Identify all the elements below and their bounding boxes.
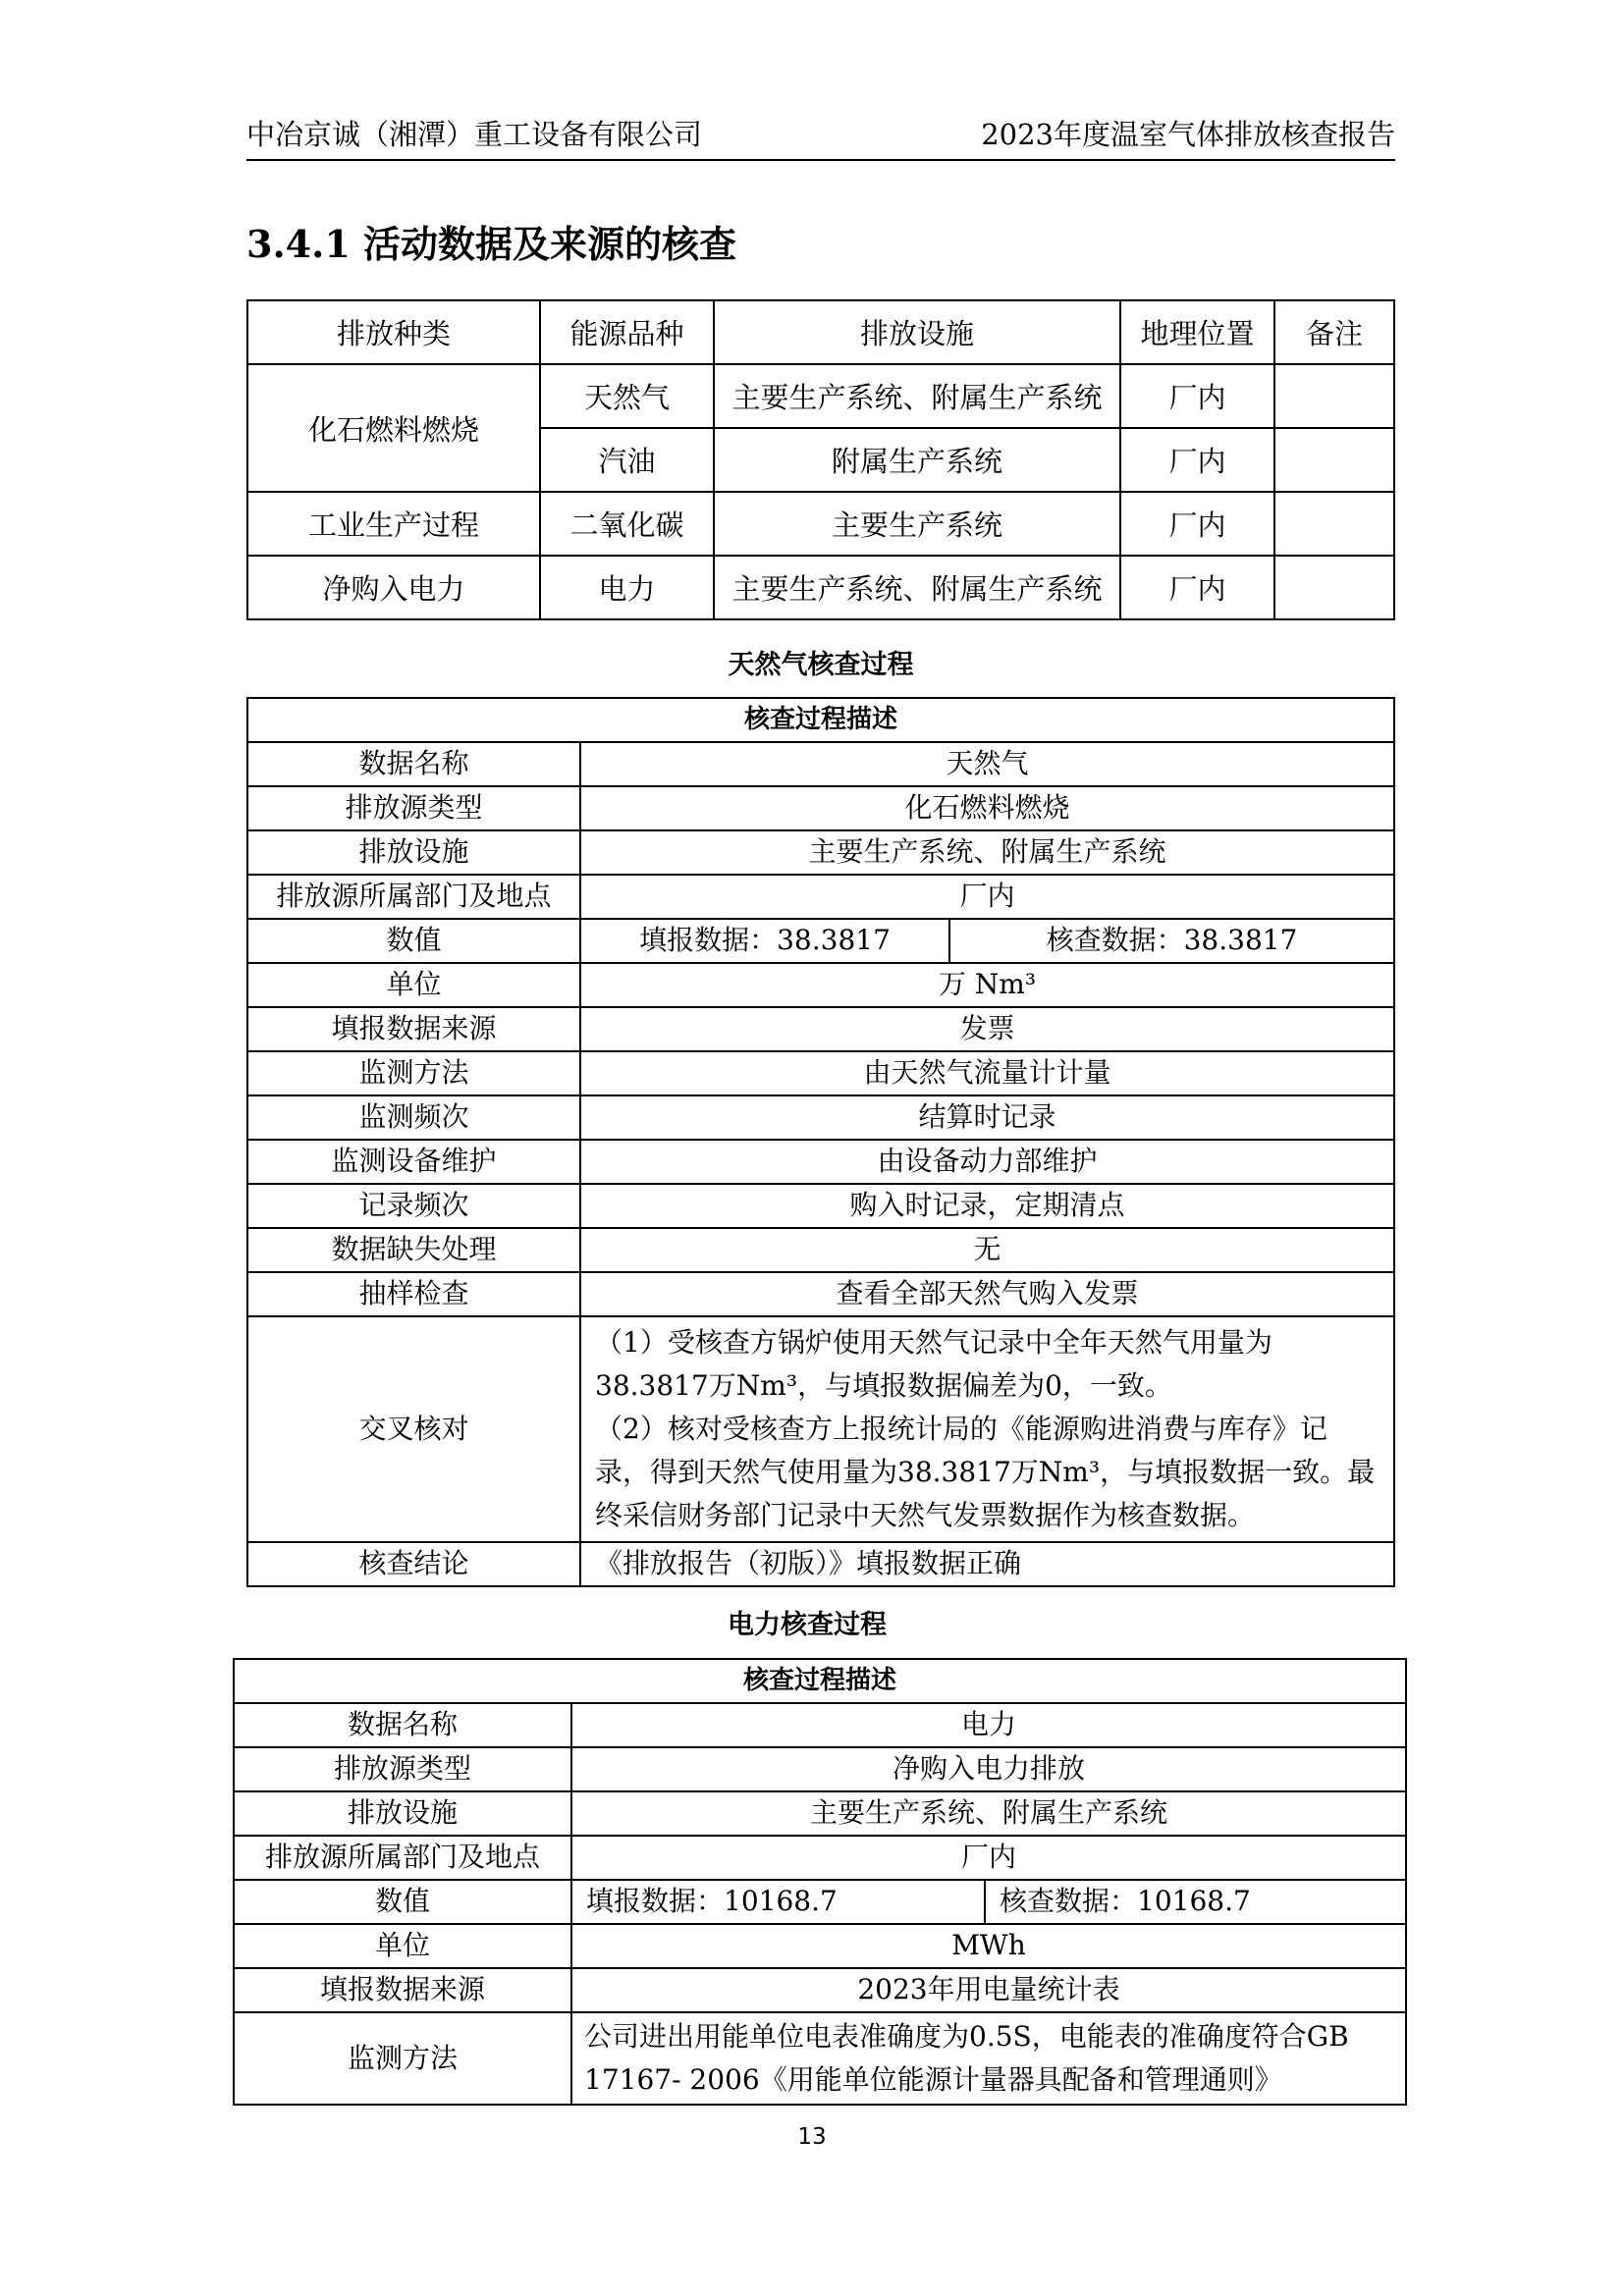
table-heading: 核查过程描述	[234, 1659, 1406, 1703]
note-cell	[1274, 364, 1394, 428]
table-row	[247, 364, 1394, 428]
row-label: 单位	[247, 963, 580, 1007]
gas-table-caption: 天然气核查过程	[728, 650, 914, 680]
row-label: 排放源所属部门及地点	[234, 1836, 571, 1880]
table-header-row	[247, 300, 1394, 364]
row-value: 由设备动力部维护	[580, 1140, 1394, 1184]
header-cell: 排放设施	[714, 300, 1120, 364]
power-table-caption: 电力核查过程	[728, 1610, 887, 1640]
activity-source-table	[246, 299, 1395, 620]
row-value: 发票	[580, 1007, 1394, 1051]
table-row	[247, 492, 1394, 556]
header-cell: 备注	[1274, 300, 1394, 364]
page-header	[246, 114, 1395, 161]
cross-check-item: （1）受核查方锅炉使用天然气记录中全年天然气用量为38.3817万Nm³，与填报数据偏差为0，一致。	[595, 1326, 1272, 1402]
category-cell: 净购入电力	[247, 556, 540, 619]
note-cell	[1274, 428, 1394, 492]
row-value: 无	[580, 1228, 1394, 1272]
row-label: 抽样检查	[247, 1272, 580, 1316]
row-label: 填报数据来源	[247, 1007, 580, 1051]
row-value: MWh	[571, 1924, 1406, 1968]
header-cell: 排放种类	[247, 300, 540, 364]
location-cell: 厂内	[1120, 492, 1274, 556]
header-cell: 地理位置	[1120, 300, 1274, 364]
reported-value: 填报数据：10168.7	[571, 1880, 985, 1924]
row-value: 天然气	[580, 742, 1394, 786]
reported-value: 填报数据：38.3817	[580, 919, 949, 963]
row-value: 结算时记录	[580, 1095, 1394, 1140]
row-label: 单位	[234, 1924, 571, 1968]
row-label: 监测方法	[234, 2012, 571, 2105]
gas-verification-table	[246, 697, 1395, 1587]
row-label: 排放源所属部门及地点	[247, 875, 580, 919]
row-label: 数据缺失处理	[247, 1228, 580, 1272]
row-label: 监测方法	[247, 1051, 580, 1095]
row-value: 由天然气流量计计量	[580, 1051, 1394, 1095]
section-title: 3.4.1 活动数据及来源的核查	[246, 222, 737, 266]
company-name: 中冶京诚（湘潭）重工设备有限公司	[246, 118, 703, 151]
page-number: 13	[797, 2124, 827, 2150]
table-heading: 核查过程描述	[247, 698, 1394, 742]
row-label: 交叉核对	[247, 1316, 580, 1542]
header-cell: 能源品种	[540, 300, 714, 364]
energy-cell: 汽油	[540, 428, 714, 492]
row-value: 化石燃料燃烧	[580, 786, 1394, 830]
row-label: 监测设备维护	[247, 1140, 580, 1184]
row-value: 《排放报告（初版）》填报数据正确	[580, 1542, 1394, 1586]
note-cell	[1274, 492, 1394, 556]
row-value: 万 Nm³	[580, 963, 1394, 1007]
row-value: 公司进出用能单位电表准确度为0.5S，电能表的准确度符合GB 17167- 2006《用能单位能源计量器具配备和管理通则》	[571, 2012, 1406, 2105]
row-label: 记录频次	[247, 1184, 580, 1228]
verified-value: 核查数据：38.3817	[949, 919, 1394, 963]
row-label: 排放源类型	[247, 786, 580, 830]
category-cell: 化石燃料燃烧	[247, 364, 540, 492]
cross-check-text	[580, 1316, 1394, 1542]
facility-cell: 主要生产系统、附属生产系统	[714, 556, 1120, 619]
row-label: 数据名称	[234, 1703, 571, 1747]
row-value: 厂内	[580, 875, 1394, 919]
row-value: 电力	[571, 1703, 1406, 1747]
cross-check-item: （2）核对受核查方上报统计局的《能源购进消费与库存》记录，得到天然气使用量为38.3817万Nm³，与填报数据一致。最终采信财务部门记录中天然气发票数据作为核查数据。	[595, 1413, 1376, 1531]
energy-cell: 天然气	[540, 364, 714, 428]
row-label: 数值	[247, 919, 580, 963]
location-cell: 厂内	[1120, 364, 1274, 428]
row-label: 监测频次	[247, 1095, 580, 1140]
facility-cell: 主要生产系统	[714, 492, 1120, 556]
report-title: 2023年度温室气体排放核查报告	[981, 118, 1395, 151]
row-value: 净购入电力排放	[571, 1747, 1406, 1791]
facility-cell: 主要生产系统、附属生产系统	[714, 364, 1120, 428]
location-cell: 厂内	[1120, 556, 1274, 619]
row-label: 填报数据来源	[234, 1968, 571, 2012]
facility-cell: 附属生产系统	[714, 428, 1120, 492]
row-label: 排放源类型	[234, 1747, 571, 1791]
row-value: 购入时记录，定期清点	[580, 1184, 1394, 1228]
row-value: 厂内	[571, 1836, 1406, 1880]
row-value: 查看全部天然气购入发票	[580, 1272, 1394, 1316]
energy-cell: 电力	[540, 556, 714, 619]
table-row	[247, 556, 1394, 619]
row-label: 数据名称	[247, 742, 580, 786]
power-verification-table	[233, 1658, 1407, 2106]
location-cell: 厂内	[1120, 428, 1274, 492]
energy-cell: 二氧化碳	[540, 492, 714, 556]
row-value: 主要生产系统、附属生产系统	[580, 830, 1394, 875]
verified-value: 核查数据：10168.7	[985, 1880, 1406, 1924]
row-label: 核查结论	[247, 1542, 580, 1586]
row-value: 主要生产系统、附属生产系统	[571, 1791, 1406, 1836]
row-label: 排放设施	[234, 1791, 571, 1836]
category-cell: 工业生产过程	[247, 492, 540, 556]
row-label: 排放设施	[247, 830, 580, 875]
row-label: 数值	[234, 1880, 571, 1924]
row-value: 2023年用电量统计表	[571, 1968, 1406, 2012]
note-cell	[1274, 556, 1394, 619]
